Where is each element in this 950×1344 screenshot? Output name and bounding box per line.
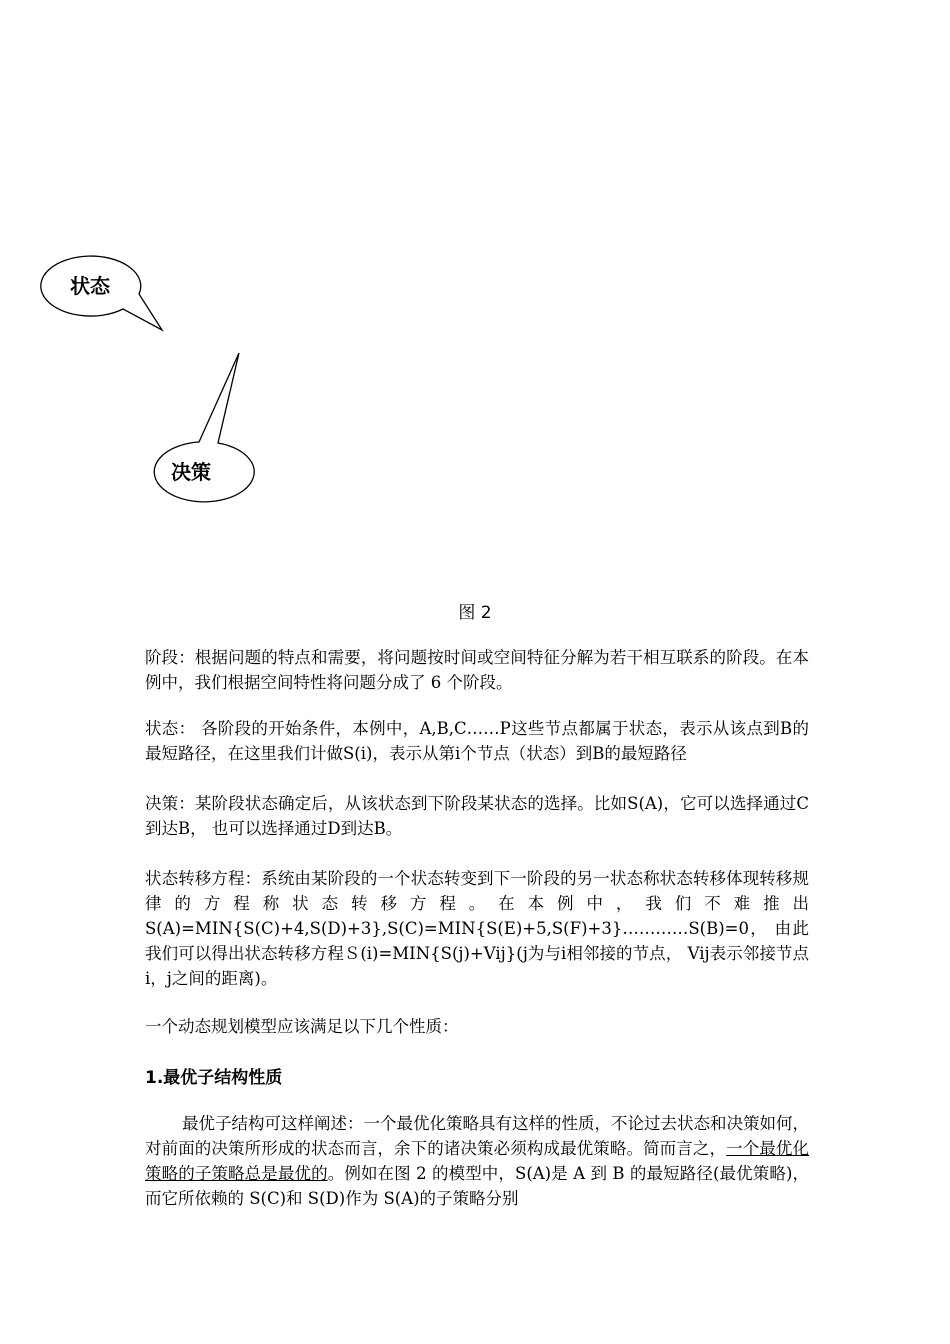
paragraph-stage: 阶段：根据问题的特点和需要，将问题按时间或空间特征分解为若干相互联系的阶段。在本例中，我们根据空间特性将问题分成了 6 个阶段。 bbox=[145, 648, 809, 692]
section-body-part1: 最优子结构可这样阐述：一个最优化策略具有这样的性质，不论过去状态和决策如何，对前面的决策所形成的状态而言，余下的诸决策必须构成最优策略。简而言之， bbox=[145, 1114, 809, 1158]
section-heading: 1.最优子结构性质 bbox=[145, 1068, 283, 1088]
section-body bbox=[145, 1111, 809, 1211]
paragraph-transition: 状态转移方程：系统由某阶段的一个状态转变到下一阶段的另一状态称状态转移体现转移规律的方程称状态转移方程。在本例中，我们不难推出S(A)=MIN{S(C)+4,S(D)+3},S(C)=MIN{S(E)+5,S(F)+3}…………S(B)=0， 由此我们可以得出状态转移方程Ｓ(i)=MIN{S(j)+Vij}(j为与i相邻接的节点， Vij表示邻接节点i，j之间的距离)。 bbox=[145, 869, 809, 988]
callout-decision-label: 决策 bbox=[171, 460, 211, 484]
callout-state-label: 状态 bbox=[70, 274, 110, 298]
section-body-underlined: 一个最优化策略的子策略总是最优的 bbox=[145, 1139, 810, 1183]
figure-callouts bbox=[0, 0, 950, 560]
paragraph-properties-intro: 一个动态规划模型应该满足以下几个性质： bbox=[145, 1017, 459, 1036]
paragraph-state: 状态： 各阶段的开始条件，本例中，A,B,C……P这些节点都属于状态，表示从该点到B的最短路径，在这里我们计做S(i)，表示从第i个节点（状态）到B的最短路径 bbox=[145, 719, 809, 763]
figure-caption: 图 2 bbox=[458, 603, 492, 623]
paragraph-decision: 决策：某阶段状态确定后，从该状态到下阶段某状态的选择。比如S(A)，它可以选择通过C到达B， 也可以选择通过D到达B。 bbox=[145, 794, 809, 838]
section-body-part2: 。例如在图 2 的模型中，S(A)是 A 到 B 的最短路径(最优策略)，而它所依赖的 S(C)和 S(D)作为 S(A)的子策略分别 bbox=[145, 1164, 809, 1208]
